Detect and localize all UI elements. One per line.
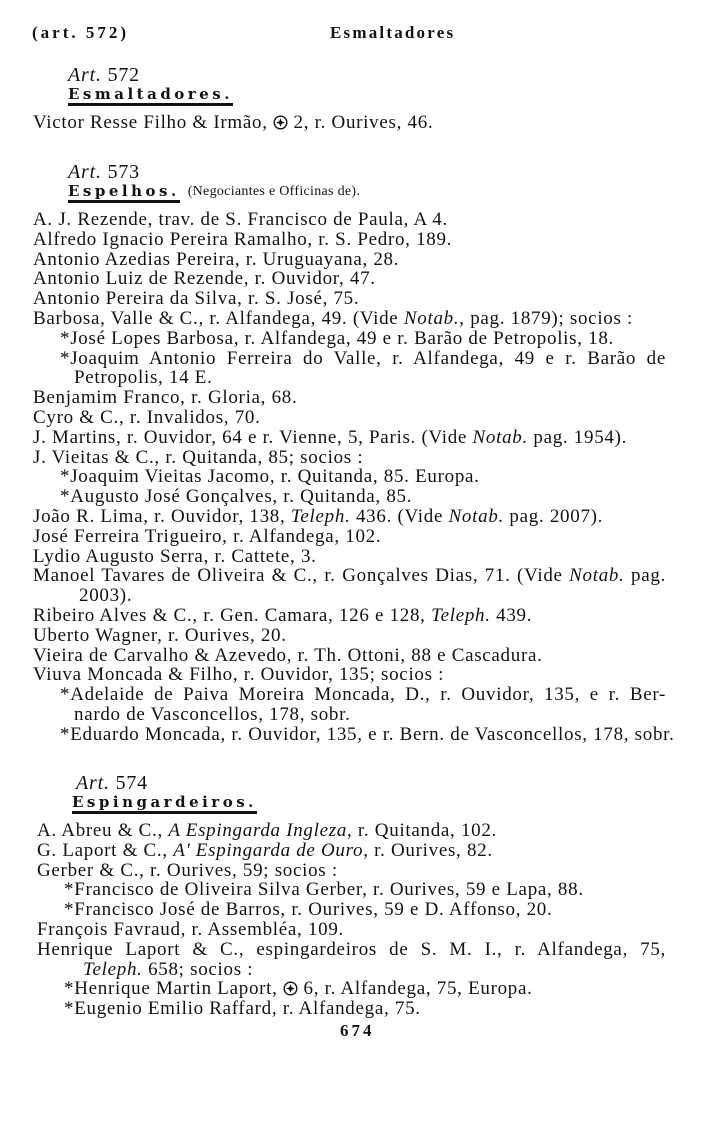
entry-line	[60, 368, 666, 388]
entry-line	[64, 999, 666, 1019]
entry-list	[33, 821, 666, 1019]
list-item	[64, 880, 666, 900]
entry-text: Alfredo Ignacio Pereira Ramalho, r. S. Pedro, 189.	[33, 228, 453, 250]
article-abbrev: Art.	[76, 772, 110, 794]
article-label	[33, 64, 666, 86]
entry-text: 2, r. Ourives, 46.	[288, 112, 434, 133]
entry-text: Barbosa, Valle & C., r. Alfandega, 49. (Vide	[33, 307, 404, 329]
entry-text: Petropolis, 14 E.	[74, 367, 213, 389]
list-item	[64, 900, 666, 920]
entry-line	[33, 646, 666, 666]
entry-line	[64, 900, 666, 920]
list-item	[33, 309, 666, 329]
list-item	[33, 210, 666, 230]
entry-text: François Favraud, r. Assembléa, 109.	[37, 918, 344, 940]
entry-text: *Joaquim Antonio Ferreira do Valle, r. Alfandega, 49 e r. Barão de	[60, 347, 666, 369]
entry-text: *Henrique Martin Laport,	[64, 978, 284, 1000]
entry-text: , r. Ourives, 82.	[363, 839, 493, 861]
list-item	[60, 329, 666, 349]
order-emblem-icon	[283, 981, 298, 996]
entry-text: , r. Quitanda, 102.	[347, 820, 498, 841]
entry-text: 2003).	[79, 585, 133, 607]
list-item	[60, 723, 675, 745]
running-head-article: (art. 572)	[32, 23, 130, 42]
section-heading-row	[33, 794, 666, 816]
article-abbrev: Art.	[68, 64, 102, 86]
entry-text: *Eugenio Emilio Raffard, r. Alfandega, 75.	[64, 998, 421, 1020]
entry-line	[33, 269, 666, 289]
entry-text: Lydio Augusto Serra, r. Cattete, 3.	[33, 545, 317, 567]
entry-text-italic: Notab.	[472, 426, 528, 448]
entry-line	[33, 626, 666, 646]
entry-text: G. Laport & C.,	[37, 839, 174, 861]
list-item	[33, 113, 666, 133]
article-number: 574	[115, 772, 148, 794]
entry-line	[33, 428, 666, 448]
entry-line	[60, 349, 666, 369]
entry-line	[37, 861, 666, 881]
entry-text-italic: Notab.	[448, 505, 504, 527]
entry-line	[37, 841, 666, 861]
list-item	[64, 979, 666, 999]
section-heading: Espelhos.	[68, 183, 180, 203]
entry-text: 658; socios :	[142, 958, 254, 980]
entry-line	[33, 547, 666, 567]
list-item	[33, 388, 666, 408]
entry-text-italic: A' Espingarda de Ouro	[173, 839, 364, 861]
entry-line	[33, 665, 666, 685]
entry-line	[60, 705, 666, 725]
entry-text: Antonio Pereira da Silva, r. S. José, 75.	[33, 288, 360, 310]
entry-list	[33, 113, 666, 133]
list-item	[60, 349, 666, 389]
entry-line	[64, 880, 666, 900]
entry-text: *Joaquim Vieitas Jacomo, r. Quitanda, 85. Europa.	[60, 466, 480, 488]
entry-line	[33, 388, 666, 408]
article-label	[33, 772, 666, 794]
list-item	[33, 289, 666, 309]
entry-text: A. Abreu & C.,	[37, 820, 169, 841]
entry-text-italic: Teleph.	[431, 604, 491, 626]
entry-line	[37, 920, 666, 940]
article-label	[33, 161, 666, 183]
section-article-574	[33, 772, 666, 1019]
entry-line	[33, 586, 666, 606]
list-item	[60, 487, 666, 507]
list-item	[33, 408, 666, 428]
list-item	[33, 665, 666, 685]
list-item	[33, 428, 666, 448]
list-item	[33, 527, 666, 547]
list-item	[33, 547, 666, 567]
entry-text: José Ferreira Trigueiro, r. Alfandega, 102.	[33, 525, 382, 547]
article-number: 573	[107, 161, 140, 183]
entry-text: pag. 1954).	[527, 426, 628, 448]
section-heading-row	[33, 86, 666, 108]
entry-text: A. J. Rezende, trav. de S. Francisco de Paula, A 4.	[33, 209, 448, 230]
entry-line	[37, 960, 666, 980]
list-item	[37, 841, 666, 861]
entry-text: *Adelaide de Paiva Moreira Moncada, D., r. Ouvidor, 135, e r. Ber-	[60, 684, 666, 706]
entry-text: Manoel Tavares de Oliveira & C., r. Gonçalves Dias, 71. (Vide	[33, 565, 570, 587]
entry-text: pag. 2007).	[503, 505, 604, 527]
section-heading: Esmaltadores.	[68, 86, 233, 106]
entry-line	[64, 979, 666, 999]
running-head	[32, 22, 666, 44]
entry-line	[33, 448, 666, 468]
entry-line	[33, 527, 666, 547]
entry-line	[33, 230, 666, 250]
entry-line	[33, 606, 666, 626]
entry-text-italic: Notab.	[569, 565, 625, 587]
section-heading-row	[33, 183, 666, 205]
entry-text: *Francisco de Oliveira Silva Gerber, r. Ourives, 59 e Lapa, 88.	[64, 879, 584, 901]
article-abbrev: Art.	[68, 161, 102, 183]
list-item	[33, 230, 666, 250]
list-item	[33, 606, 666, 626]
entry-line	[33, 289, 666, 309]
entry-text: Antonio Azedias Pereira, r. Uruguayana, 28.	[33, 248, 400, 270]
entry-text: J. Martins, r. Ouvidor, 64 e r. Vienne, 5, Paris. (Vide	[33, 426, 473, 448]
article-number: 572	[107, 64, 140, 86]
entry-list	[33, 209, 675, 745]
entry-text: João R. Lima, r. Ouvidor, 138,	[33, 505, 291, 527]
entry-text: *Eduardo Moncada, r. Ouvidor, 135, e r. Bern. de Vasconcellos, 178, sobr.	[60, 723, 675, 745]
entry-text: Victor Resse Filho & Irmão,	[33, 112, 274, 133]
section-heading-note: (Negociantes e Officinas de).	[187, 184, 361, 199]
entry-text: *José Lopes Barbosa, r. Alfandega, 49 e r. Barão de Petropolis, 18.	[60, 327, 614, 349]
entry-line	[33, 309, 666, 329]
entry-text: Antonio Luiz de Rezende, r. Ouvidor, 47.	[33, 268, 376, 290]
list-item	[37, 940, 666, 980]
entry-text-italic: A Espingarda Ingleza	[168, 820, 348, 841]
entry-text-italic: Teleph.	[83, 958, 143, 980]
entry-text-italic: Teleph.	[290, 505, 351, 527]
page-number: 674	[340, 1021, 375, 1040]
section-heading: Espingardeiros.	[72, 794, 257, 814]
entry-text: Henrique Laport & C., espingardeiros de S. M. I., r. Alfandega, 75,	[37, 938, 666, 960]
entry-text: pag.	[624, 565, 666, 587]
list-item	[33, 646, 666, 666]
list-item	[37, 920, 666, 940]
entry-text: Uberto Wagner, r. Ourives, 20.	[33, 624, 287, 646]
list-item	[33, 448, 666, 468]
list-item	[33, 566, 666, 606]
running-head-title: Esmaltadores	[330, 23, 456, 42]
entry-text: 6, r. Alfandega, 75, Europa.	[298, 978, 533, 1000]
list-item	[33, 269, 666, 289]
entry-line	[33, 566, 666, 586]
list-item	[60, 467, 666, 487]
entry-text: nardo de Vasconcellos, 178, sobr.	[74, 703, 351, 725]
entry-text: *Augusto José Gonçalves, r. Quitanda, 85.	[60, 486, 413, 508]
list-item	[33, 626, 666, 646]
entry-line	[60, 487, 666, 507]
section-article-572	[33, 64, 666, 133]
entry-text: Vieira de Carvalho & Azevedo, r. Th. Ottoni, 88 e Cascadura.	[33, 644, 543, 666]
entry-line	[33, 210, 666, 230]
entry-text-italic: Notab.	[403, 307, 460, 329]
entry-line	[60, 685, 666, 705]
entry-text: , pag. 1879); socios :	[459, 307, 634, 329]
entry-line	[37, 821, 666, 841]
entry-text: Cyro & C., r. Invalidos, 70.	[33, 406, 261, 428]
entry-text: Viuva Moncada & Filho, r. Ouvidor, 135; socios :	[33, 664, 445, 686]
entry-line	[33, 113, 666, 133]
entry-text: 436. (Vide	[350, 505, 449, 527]
list-item	[37, 821, 666, 841]
list-item	[64, 999, 666, 1019]
entry-text: J. Vieitas & C., r. Quitanda, 85; socios :	[33, 446, 364, 468]
section-article-573	[33, 161, 675, 745]
entry-line	[33, 408, 666, 428]
entry-text: *Francisco José de Barros, r. Ourives, 59 e D. Affonso, 20.	[64, 899, 553, 921]
entry-text: Benjamim Franco, r. Gloria, 68.	[33, 387, 298, 409]
list-item	[33, 250, 666, 270]
entry-line	[60, 723, 675, 745]
list-item	[60, 685, 666, 725]
entry-line	[60, 467, 666, 487]
list-item	[33, 507, 666, 527]
entry-text: Gerber & C., r. Ourives, 59; socios :	[37, 859, 338, 881]
entry-line	[60, 329, 666, 349]
entry-line	[33, 507, 666, 527]
list-item	[37, 861, 666, 881]
order-emblem-icon	[273, 115, 288, 130]
entry-text: Ribeiro Alves & C., r. Gen. Camara, 126 e 128,	[33, 604, 432, 626]
entry-line	[37, 940, 666, 960]
entry-line	[33, 250, 666, 270]
entry-text: 439.	[490, 604, 533, 626]
